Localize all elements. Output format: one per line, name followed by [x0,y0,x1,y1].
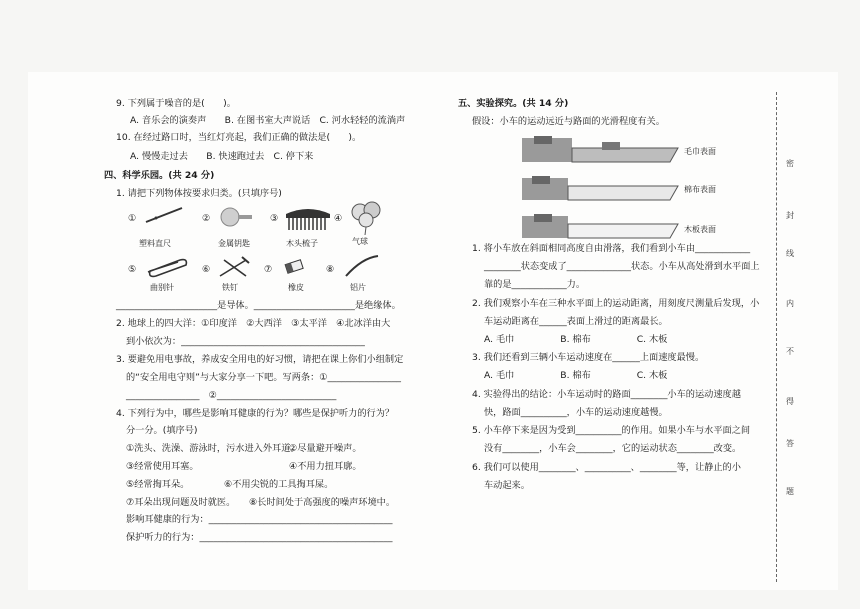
key-icon [218,204,254,230]
behavior-2: ②尽量避开噪声。 [289,443,362,454]
exam-page [28,72,838,590]
ramp-cotton-diagram [520,174,680,204]
question-9: 9. 下列属于噪音的是( )。 [116,98,236,109]
r-question-2-line2[interactable]: 车运动距离在______表面上滑过的距离最长。 [484,316,668,327]
binding-char: 答 [786,439,794,448]
item-num: ① [128,213,137,224]
item-label: 橡皮 [288,283,304,292]
section-5-title: 五、实验探究。(共 14 分) [458,98,569,109]
r-question-1-line2[interactable]: ________状态变成了______________状态。小车从高处滑到水平面上 [484,261,760,272]
s4-question-1: 1. 请把下列物体按要求归类。(只填序号) [116,188,282,199]
r-question-6-line2: 车动起来。 [484,480,530,491]
item-label: 金属钥匙 [218,239,250,248]
behavior-4: ④不用力扭耳廓。 [289,461,362,472]
item-label: 木头梳子 [286,239,318,248]
item-label: 铁钉 [222,283,238,292]
behavior-1: ①洗头、洗澡、游泳时，污水进入外耳道。 [126,443,300,454]
eraser-icon [282,258,310,276]
question-9-options: A. 音乐会的演奏声 B. 在图书室大声说话 C. 河水轻轻的流淌声 [130,115,406,126]
balloon-icon [348,200,384,236]
item-label: 曲别针 [150,283,174,292]
comb-icon [284,204,332,232]
item-num: ④ [334,213,343,224]
r-question-3-options: A. 毛巾 B. 棉布 C. 木板 [484,370,668,381]
s4-question-3-line2[interactable]: 的“安全用电守则”与大家分享一下吧。写两条：①________________ [126,372,402,383]
surface-label-cotton: 棉布表面 [684,185,716,194]
s4-question-3-line3[interactable]: ________________ ②__________________________ [126,390,337,401]
r-question-5[interactable]: 5. 小车停下来是因为受到__________的作用。如果小车与水平面之间 [472,425,751,436]
r-question-2-options: A. 毛巾 B. 棉布 C. 木板 [484,334,668,345]
binding-char: 封 [786,211,794,220]
r-question-6[interactable]: 6. 我们可以使用________、__________、________等，让静止的小 [472,462,741,473]
item-num: ⑧ [326,264,335,275]
r-question-3[interactable]: 3. 我们还看到三辆小车运动速度在______上面速度最慢。 [472,352,705,363]
nail-icon [216,254,250,280]
item-label: 塑料直尺 [139,239,171,248]
hypothesis: 假设：小车的运动远近与路面的光滑程度有关。 [472,116,665,127]
item-num: ⑤ [128,264,137,275]
binding-char: 得 [786,397,794,406]
item-num: ③ [270,213,279,224]
r-question-5-line2[interactable]: 没有________，小车会________，它的运动状态________改变。 [484,443,742,454]
item-num: ⑥ [202,264,211,275]
surface-label-towel: 毛巾表面 [684,147,716,156]
binding-char: 题 [786,487,794,496]
behavior-7: ⑦耳朵出现问题及时就医。 [126,497,236,508]
question-10-options: A. 慢慢走过去 B. 快速跑过去 C. 停下来 [130,151,314,162]
surface-label-wood: 木板表面 [684,225,716,234]
question-10: 10. 在经过路口时，当红灯亮起，我们正确的做法是( )。 [116,132,362,143]
s4-question-4-line2: 分一分。(填序号) [126,425,198,436]
section-4-title: 四、科学乐园。(共 24 分) [104,170,215,181]
binding-char: 不 [786,347,794,356]
s4-question-3: 3. 要避免用电事故，养成安全用电的好习惯，请把在课上你们小组制定 [116,354,404,365]
r-question-1: 1. 将小车放在斜面相同高度自由滑落，我们看到小车由____________ [472,243,751,254]
item-num: ⑦ [264,264,273,275]
behavior-5: ⑤经常掏耳朵。 [126,479,190,490]
ramp-towel-diagram [520,134,680,166]
behavior-8: ⑧长时间处于高强度的噪声环境中。 [249,497,396,508]
answer-harmful[interactable]: 影响耳健康的行为：________________________________________ [126,514,393,525]
binding-char: 线 [786,249,794,258]
behavior-3: ③经常使用耳塞。 [126,461,199,472]
r-question-1-line3[interactable]: 靠的是____________力。 [484,279,586,290]
paperclip-icon [142,256,190,278]
r-question-4[interactable]: 4. 实验得出的结论：小车运动时的路面________小车的运动速度越 [472,389,741,400]
s4-question-2: 2. 地球上的四大洋：①印度洋 ②大西洋 ③太平洋 ④北冰洋由大 [116,318,391,329]
binding-line [776,92,778,582]
answer-protective[interactable]: 保护听力的行为：__________________________________________ [126,532,393,543]
binding-char: 内 [786,299,794,308]
aluminum-sheet-icon [342,254,382,280]
item-num: ② [202,213,211,224]
ramp-wood-diagram [520,212,680,242]
r-question-2: 2. 我们观察小车在三种水平面上的运动距离，用刻度尺测量后发现，小 [472,298,760,309]
item-label: 气球 [352,237,368,246]
behavior-6: ⑥不用尖锐的工具掏耳屎。 [224,479,334,490]
s4-question-2-answer[interactable]: 到小依次为：________________________________________ [126,336,365,347]
s4-question-4: 4. 下列行为中，哪些是影响耳健康的行为？哪些是保护听力的行为？ [116,408,395,419]
ruler-icon [142,204,186,226]
item-label: 铝片 [350,283,366,292]
r-question-4-line2[interactable]: 快，路面__________，小车的运动速度越慢。 [484,407,668,418]
binding-char: 密 [786,159,794,168]
classify-answer[interactable]: ______________________是导体。______________________是绝缘体。 [116,300,401,311]
